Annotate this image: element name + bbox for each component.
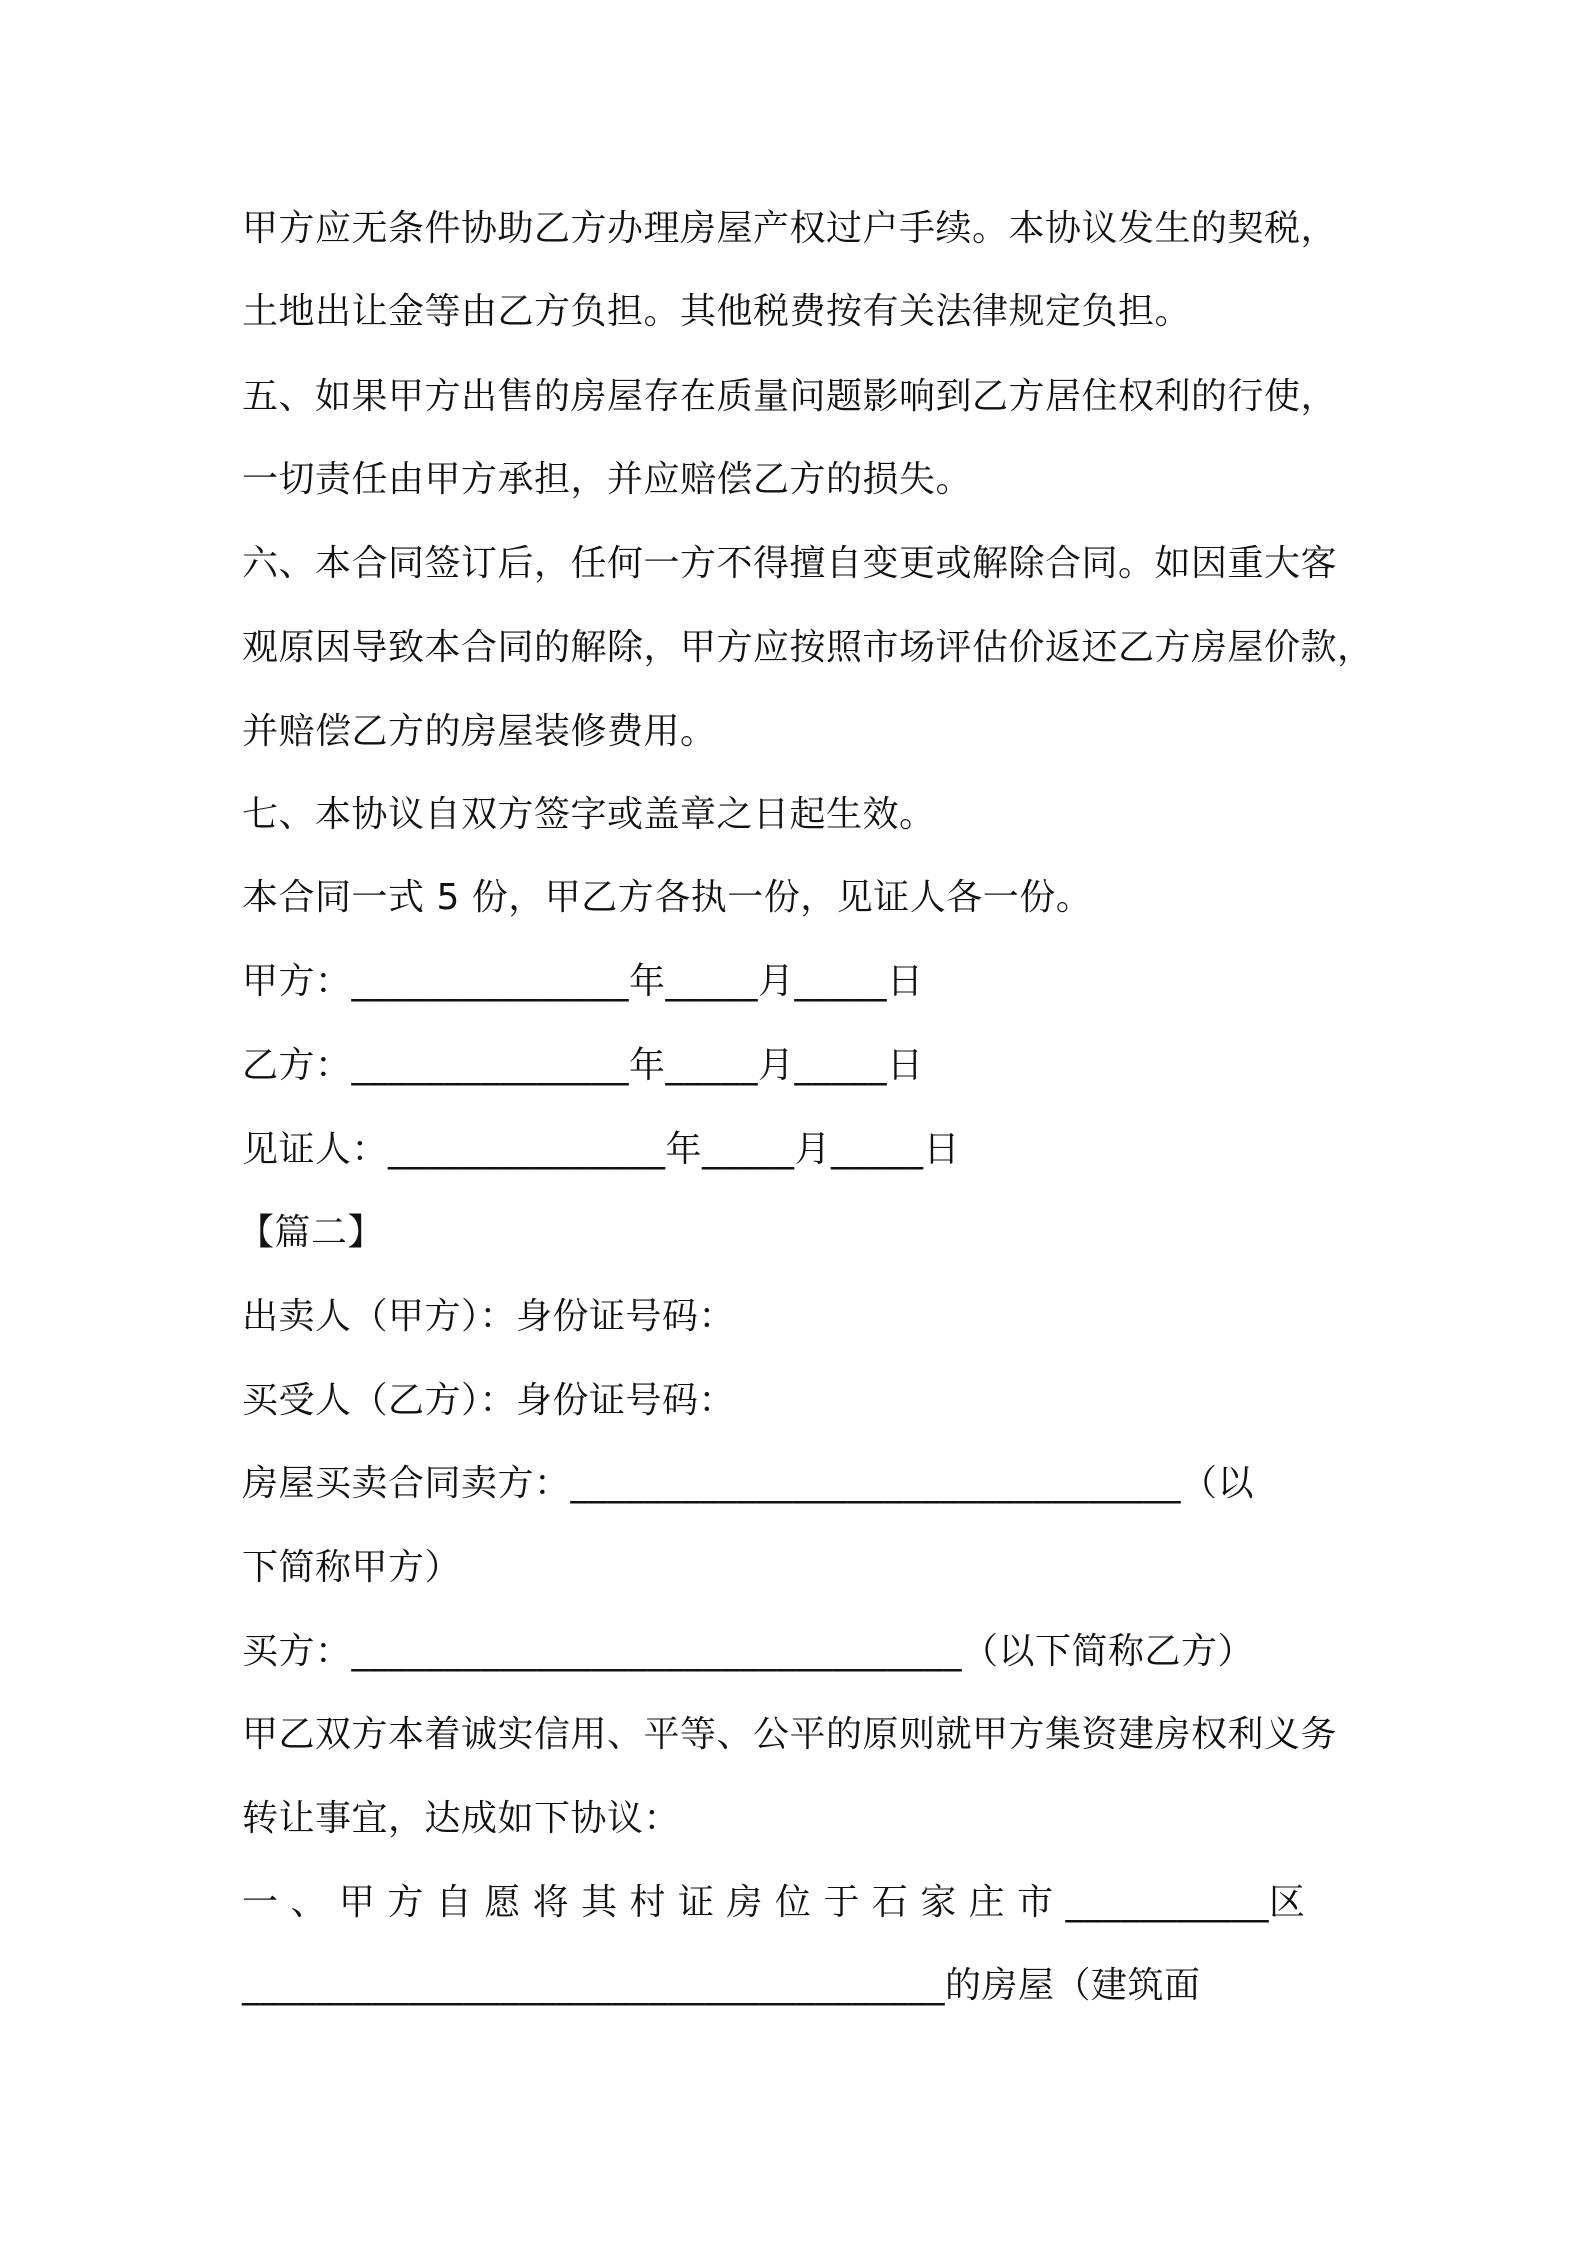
clause-seven-line: 七、本协议自双方签字或盖章之日起生效。 [242,794,936,835]
clause-five-line: 五、如果甲方出售的房屋存在质量问题影响到乙方居住权利的行使， [242,376,1338,417]
party-b-signature-line: 乙方：_______________年_____月_____日 [242,1045,924,1086]
contract-buyer-line: 买方：_________________________________（以下简称乙方） [242,1631,1255,1672]
paragraph-line: 下简称甲方） [242,1547,462,1588]
clause-six-line: 六、本合同签订后，任何一方不得擅自变更或解除合同。如因重大客 [242,543,1338,584]
party-a-signature-line: 甲方：_______________年_____月_____日 [242,961,924,1002]
agreement-intro-line: 甲乙双方本着诚实信用、平等、公平的原则就甲方集资建房权利义务 [242,1714,1338,1755]
section-heading: 【篇二】 [238,1212,385,1253]
copies-line: 本合同一式 5 份，甲乙方各执一份，见证人各一份。 [242,877,1093,918]
contract-seller-line: 房屋买卖合同卖方：_________________________________（以 [242,1463,1255,1504]
paragraph-line: 并赔偿乙方的房屋装修费用。 [242,711,717,752]
seller-line: 出卖人（甲方）：身份证号码： [242,1296,736,1337]
clause-one-line: 一 、 甲 方 自 愿 将 其 村 证 房 位 于 石 家 庄 市 ___________区 [242,1882,1306,1923]
witness-signature-line: 见证人：_______________年_____月_____日 [242,1129,961,1170]
paragraph-line: ______________________________________的房屋（建筑面 [242,1965,1201,2006]
paragraph-line: 甲方应无条件协助乙方办理房屋产权过户手续。本协议发生的契税， [242,208,1338,249]
paragraph-line: 一切责任由甲方承担，并应赔偿乙方的损失。 [242,459,973,500]
paragraph-line: 转让事宜，达成如下协议： [242,1798,681,1839]
buyer-line: 买受人（乙方）：身份证号码： [242,1380,736,1421]
paragraph-line: 观原因导致本合同的解除，甲方应按照市场评估价返还乙方房屋价款， [242,627,1374,668]
paragraph-line: 土地出让金等由乙方负担。其他税费按有关法律规定负担。 [242,291,1192,332]
